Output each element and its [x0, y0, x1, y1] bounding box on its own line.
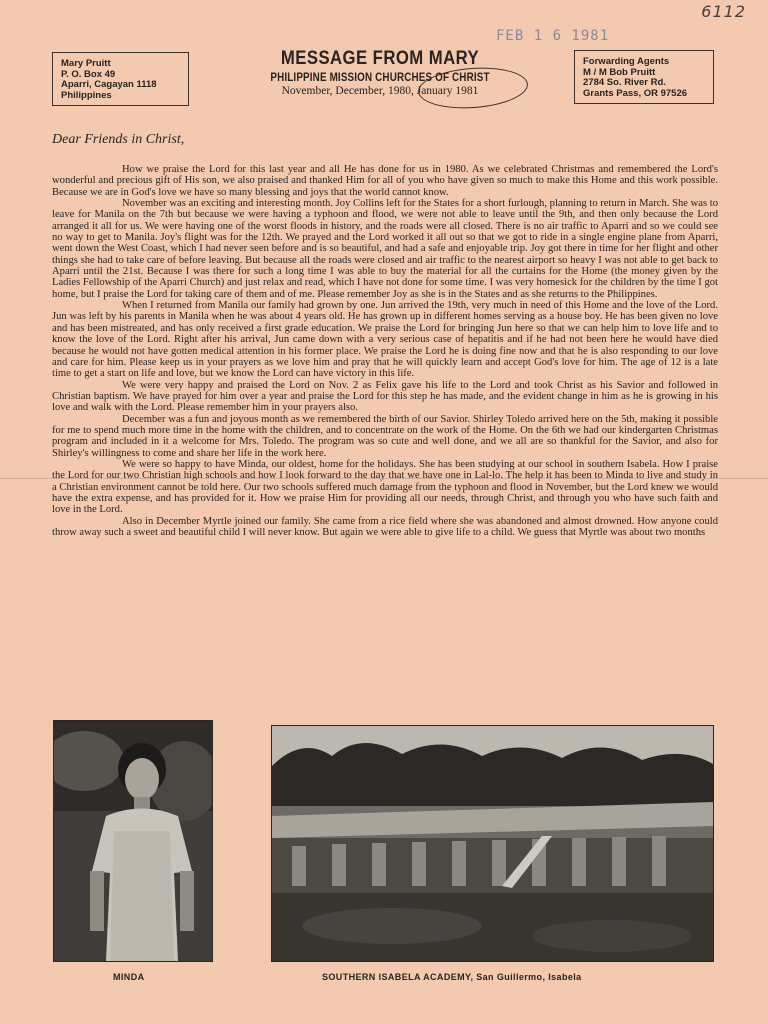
- sender-line: Aparri, Cagayan 1118: [61, 79, 157, 90]
- handwritten-file-number: 6112: [701, 2, 746, 21]
- forwarding-line: 2784 So. River Rd.: [583, 77, 666, 88]
- caption-academy: SOUTHERN ISABELA ACADEMY, San Guillermo, Isabela: [322, 972, 582, 982]
- photo-minda-graphic: [54, 721, 212, 961]
- newsletter-title: MESSAGE FROM MARY: [280, 48, 480, 69]
- sender-line: Mary Pruitt: [61, 58, 111, 69]
- paper-fold-line: [0, 478, 768, 479]
- forwarding-line: M / M Bob Pruitt: [583, 66, 656, 78]
- sender-line: Philippines: [61, 89, 112, 101]
- letter-body: [52, 164, 718, 538]
- photo-southern-isabela-academy: [271, 725, 714, 962]
- issue-date: November, December, 1980, January 1981: [281, 85, 479, 97]
- body-paragraph: Also in December Myrtle joined our family. She came from a rice field where she was abandoned and almost drowned. How anyone could throw away such a sweet and beautiful child I will never know. But again we were able to give life to a child. We guess that Myrtle was about two months: [52, 515, 718, 538]
- forwarding-line: Grants Pass, OR 97526: [583, 87, 688, 99]
- body-paragraph: When I returned from Manila our family had grown by one. Jun arrived the 19th, very much in need of this Home and the love of the Lord. Jun was left by his parents in Manila when he was about 4 years old. He has grown up in different homes serving as a house boy. He has been given no love and has been mistreated, and has only received a first grade education. We praise the Lord for bringing Jun here so that we can help him to love life and to know the love of the Lord. Right after his arrival, Jun came down with a very serious case of hepatitis and if he had not been here he would have died because he would not have gotten medical attention in his former place. We praise the Lord he is doing fine now and that he is also responding to our love and care for him. Please keep us in your prayers as we love him and pray that he will quickly learn and accept God's love for him. The age of 12 is a late time to get a start on life and love, but we know the Lord can have victory in this life.: [52, 300, 718, 380]
- sender-address-box: [52, 52, 189, 106]
- newsletter-subtitle: PHILIPPINE MISSION CHURCHES OF CHRIST: [270, 70, 490, 84]
- salutation: Dear Friends in Christ,: [52, 132, 185, 147]
- body-paragraph: How we praise the Lord for this last year and all He has done for us in 1980. As we celebrated Christmas and remembered the Lord's wonderful and precious gift of His son, we also praised and thanked Him for all of you who have given so much to make this Home and this work possible. Because we are in God's love we have so many blessing and joys that the world cannot know.: [52, 164, 718, 198]
- body-paragraph: We were very happy and praised the Lord on Nov. 2 as Felix gave his life to the Lord and took Christ as his Savior and followed in Christian baptism. We have prayed for him over a year and praise the Lord for this step he has made, and the evident change in him as he is growing in his love and walk with the Lord. Please remember him in your prayers also.: [52, 379, 718, 414]
- forwarding-address-box: [574, 50, 714, 104]
- photo-academy-graphic: [272, 726, 713, 961]
- forwarding-line: Forwarding Agents: [583, 56, 670, 67]
- sender-line: P. O. Box 49: [61, 68, 116, 80]
- body-paragraph: December was a fun and joyous month as we remembered the birth of our Savior. Shirley Toledo arrived here on the 5th, making it possible for me to spend much more time in the home with the children, and to concentrate on the work of the Home. On the 6th we had our kindergarten Christmas program and included in it a welcome for Mrs. Toledo. The program was so cute and well done, and we all are so thankful for the Savior, and also for Shirley's willingness to come and share her life in the work here.: [52, 413, 718, 459]
- body-paragraph: We were so happy to have Minda, our oldest, home for the holidays. She has been studying at our school in southern Isabela. How I praise the Lord for our two Christian high schools and how I look forward to the day that we have one in Lal-lo. The help it has been to Minda to live and study in a Christian environment cannot be told here. Our two schools suffered much damage from the typhoon and flood in November, but the Lord knew we would have the extra expense, and has provided for it. How we praise Him for providing all our needs, through Christ, and through you who have such faith and love in the Lord.: [52, 458, 718, 516]
- body-paragraph: November was an exciting and interesting month. Joy Collins left for the States for a short furlough, planning to return in March. She was to leave for Manila on the 7th but because we were having a typhoon and flood, we were not able to leave until the 9th, and then only because the Lord arranged it all for us. We were having one of the worst floods in history, and the roads were all closed. There is no air traffic to Aparri and so we could see no way to get to Manila. Joy's flight was for the 12th. We prayed and the Lord worked it all out so that we got to ride in a single engine plane from Aparri, went down the West Coast, which I had never seen before and is so beautiful, and had a safe and enjoyable trip. Joy got there in time for her flight and other things she had to take care of before leaving. But because all the roads were closed and air traffic to the nearest airport so heavy I was not able to get back to Aparri until the 21st. Because I was there for such a long time I was able to buy the material for all the curtains for the Home (the money given by the Ladies Fellowship of the Aparri Church) and just relax and read, which I have not done for some time. I was very homesick for the children by the time I got home, but I praise the Lord for taking care of them and of me. Please remember Joy as she is in the States and as she returns to the Philippines.: [52, 198, 718, 300]
- caption-minda: MINDA: [113, 972, 145, 982]
- received-date-stamp: FEB 1 6 1981: [496, 28, 610, 44]
- photo-minda: [53, 720, 213, 962]
